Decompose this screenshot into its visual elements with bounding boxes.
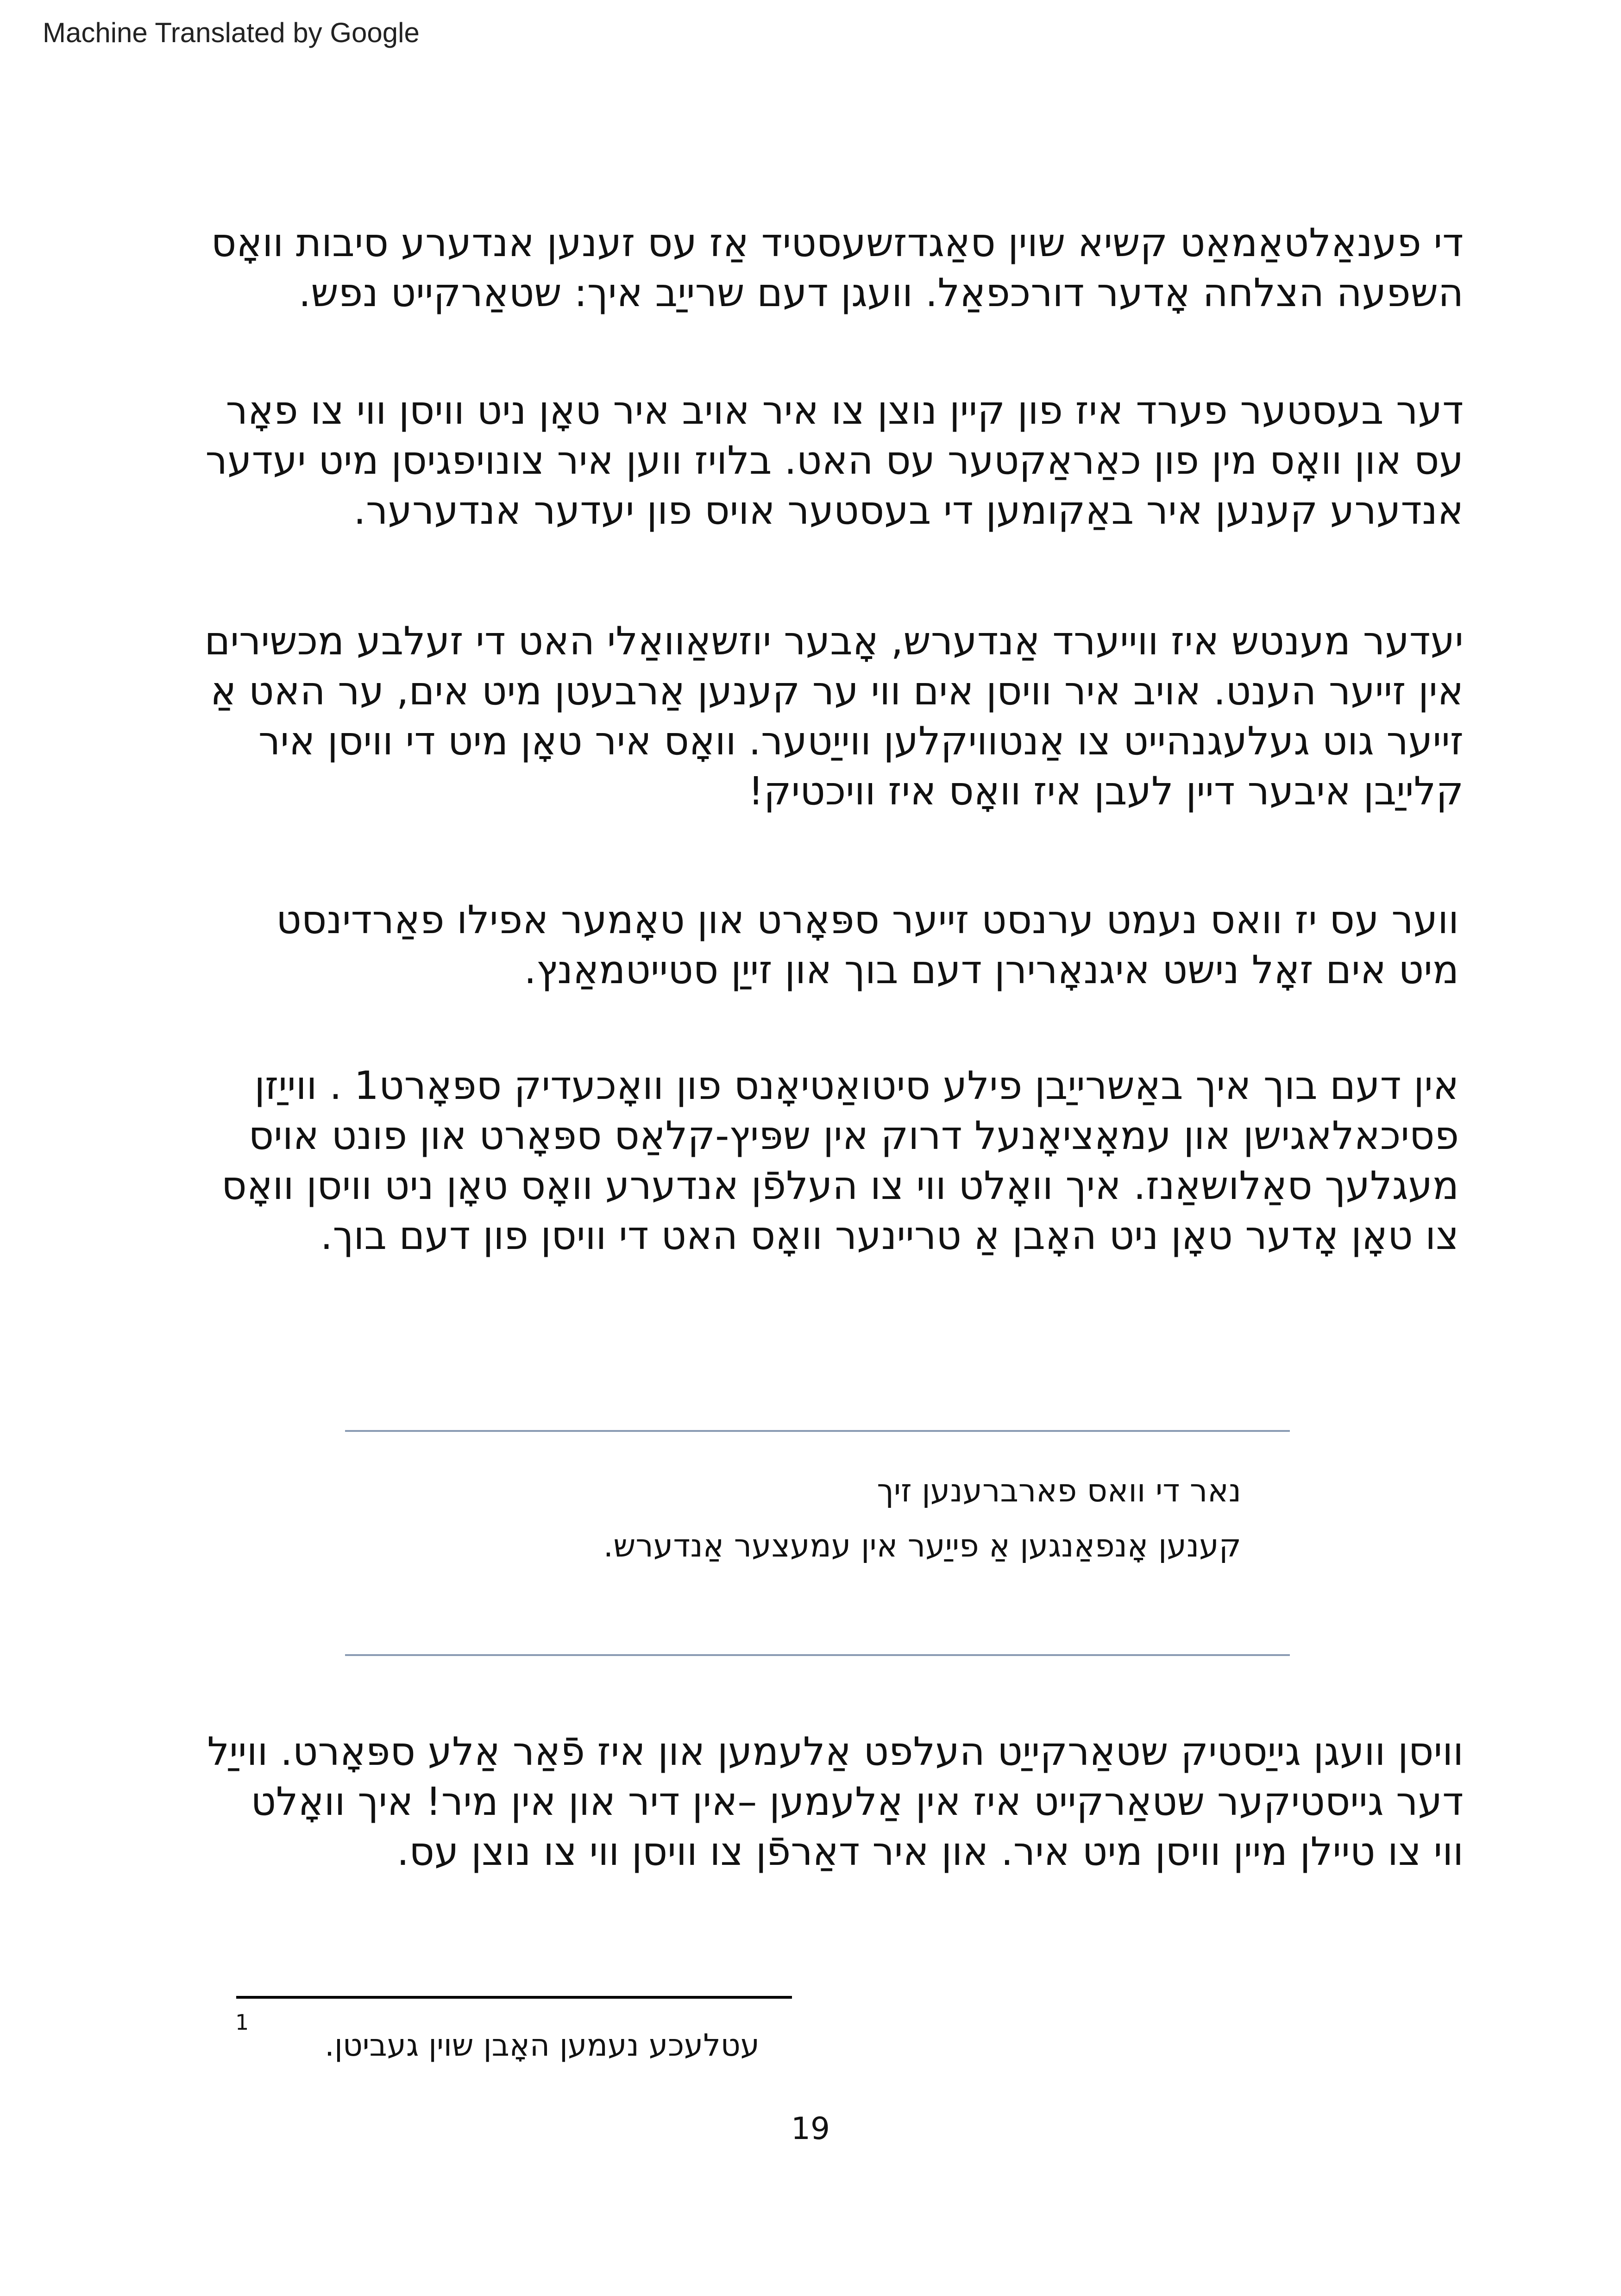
paragraph-line: אין זייער הענט. אויב איר וויסן אים ווי ער קענען אַרבעטן מיט אים, ער האט אַ [210, 668, 1464, 714]
paragraph-4 [276, 895, 1459, 995]
quote-top-divider [345, 1430, 1290, 1432]
footnote-text: עטלעכע נעמען האָבן שוין געביטן. [325, 2027, 760, 2063]
page-number: 19 [791, 2111, 830, 2146]
paragraph-line: השפעה הצלחה אָדער דורכפאַל. וועגן דעם שרייַב איך: שטאַרקייט נפש. [298, 270, 1464, 315]
quote-line: נאר די וואס פארברענען זיך [877, 1473, 1241, 1509]
paragraph-1 [211, 218, 1464, 318]
paragraph-line: יעדער מענטש איז ווייערד אַנדערש, אָבער יוזשאַוואַלי האט די זעלבע מכשירים [204, 618, 1464, 664]
paragraph-line: זייער גוט געלעגנהייט צו אַנטוויקלען ווייַטער. וואָס איר טאָן מיט די וויסן איר [258, 718, 1464, 764]
paragraph-line: מיט אים זאָל נישט איגנאָרירן דעם בוך און זייַן סטייטמאַנץ. [524, 947, 1459, 992]
footnote-divider [236, 1996, 792, 1999]
paragraph-line: צו טאָן אָדער טאָן ניט האָבן אַ טריינער וואָס האט די וויסן פון דעם בוך. [320, 1213, 1459, 1258]
quote-bottom-divider [345, 1654, 1290, 1656]
machine-translation-watermark: Machine Translated by Google [43, 17, 420, 48]
pull-quote [603, 1473, 1241, 1564]
paragraph-line: די פענאַלטאַמאַט קשיא שוין סאַגדזשעסטיד אַז עס זענען אנדערע סיבות וואָס [211, 220, 1464, 265]
paragraph-line: אנדערע קענען איר באַקומען די בעסטער אויס פון יעדער אנדערער. [353, 488, 1464, 533]
paragraph-line: קלייַבן איבער דיין לעבן איז וואָס איז וויכטיק! [748, 768, 1464, 814]
paragraph-line: ווי צו טיילן מיין וויסן מיט איר. און איר דאַרפֿן צו וויסן ווי צו נוצן עס. [396, 1829, 1464, 1874]
paragraph-line: דער גייסטיקער שטאַרקייט איז אין אַלעמען –אין דיר און אין מיר! איך וואָלט [251, 1779, 1464, 1824]
footnote-marker: 1 [235, 2010, 249, 2035]
paragraph-2 [206, 385, 1464, 535]
paragraph-line: וויסן וועגן גייַסטיק שטאַרקייַט העלפט אַלעמען און איז פֿאַר אַלע ספּאָרט. ווייַל [207, 1729, 1464, 1774]
paragraph-6 [207, 1726, 1464, 1876]
quote-line: קענען אָנפאַנגען אַ פייַער אין עמעצער אַנדערש. [603, 1528, 1241, 1564]
paragraph-line: ווער עס יז וואס נעמט ערנסט זייער ספּאָרט און טאָמער אפילו פאַרדינסט [276, 897, 1459, 942]
paragraph-5 [221, 1060, 1459, 1261]
paragraph-3 [204, 616, 1464, 816]
paragraph-line: אין דעם בוך איך באַשרייַבן פילע סיטואַטיאָנס פון וואָכעדיק ספּאָרט1 . ווייַזן [254, 1063, 1459, 1108]
paragraph-line: דער בעסטער פערד איז פון קיין נוצן צו איר אויב איר טאָן ניט וויסן ווי צו פאָר [226, 388, 1464, 433]
paragraph-line: עס און וואָס מין פון כאַראַקטער עס האט. בלויז ווען איר צונויפגיסן מיט יעדער [205, 438, 1464, 483]
paragraph-line: פסיכאלאגישן און עמאָציאָנעל דרוק אין שפּיץ-קלאַס ספּאָרט און פונט אויס [248, 1113, 1459, 1158]
paragraph-line: מעגלעך סאַלושאַנז. איך וואָלט ווי צו העלפֿן אנדערע וואָס טאָן ניט וויסן וואָס [221, 1163, 1459, 1208]
